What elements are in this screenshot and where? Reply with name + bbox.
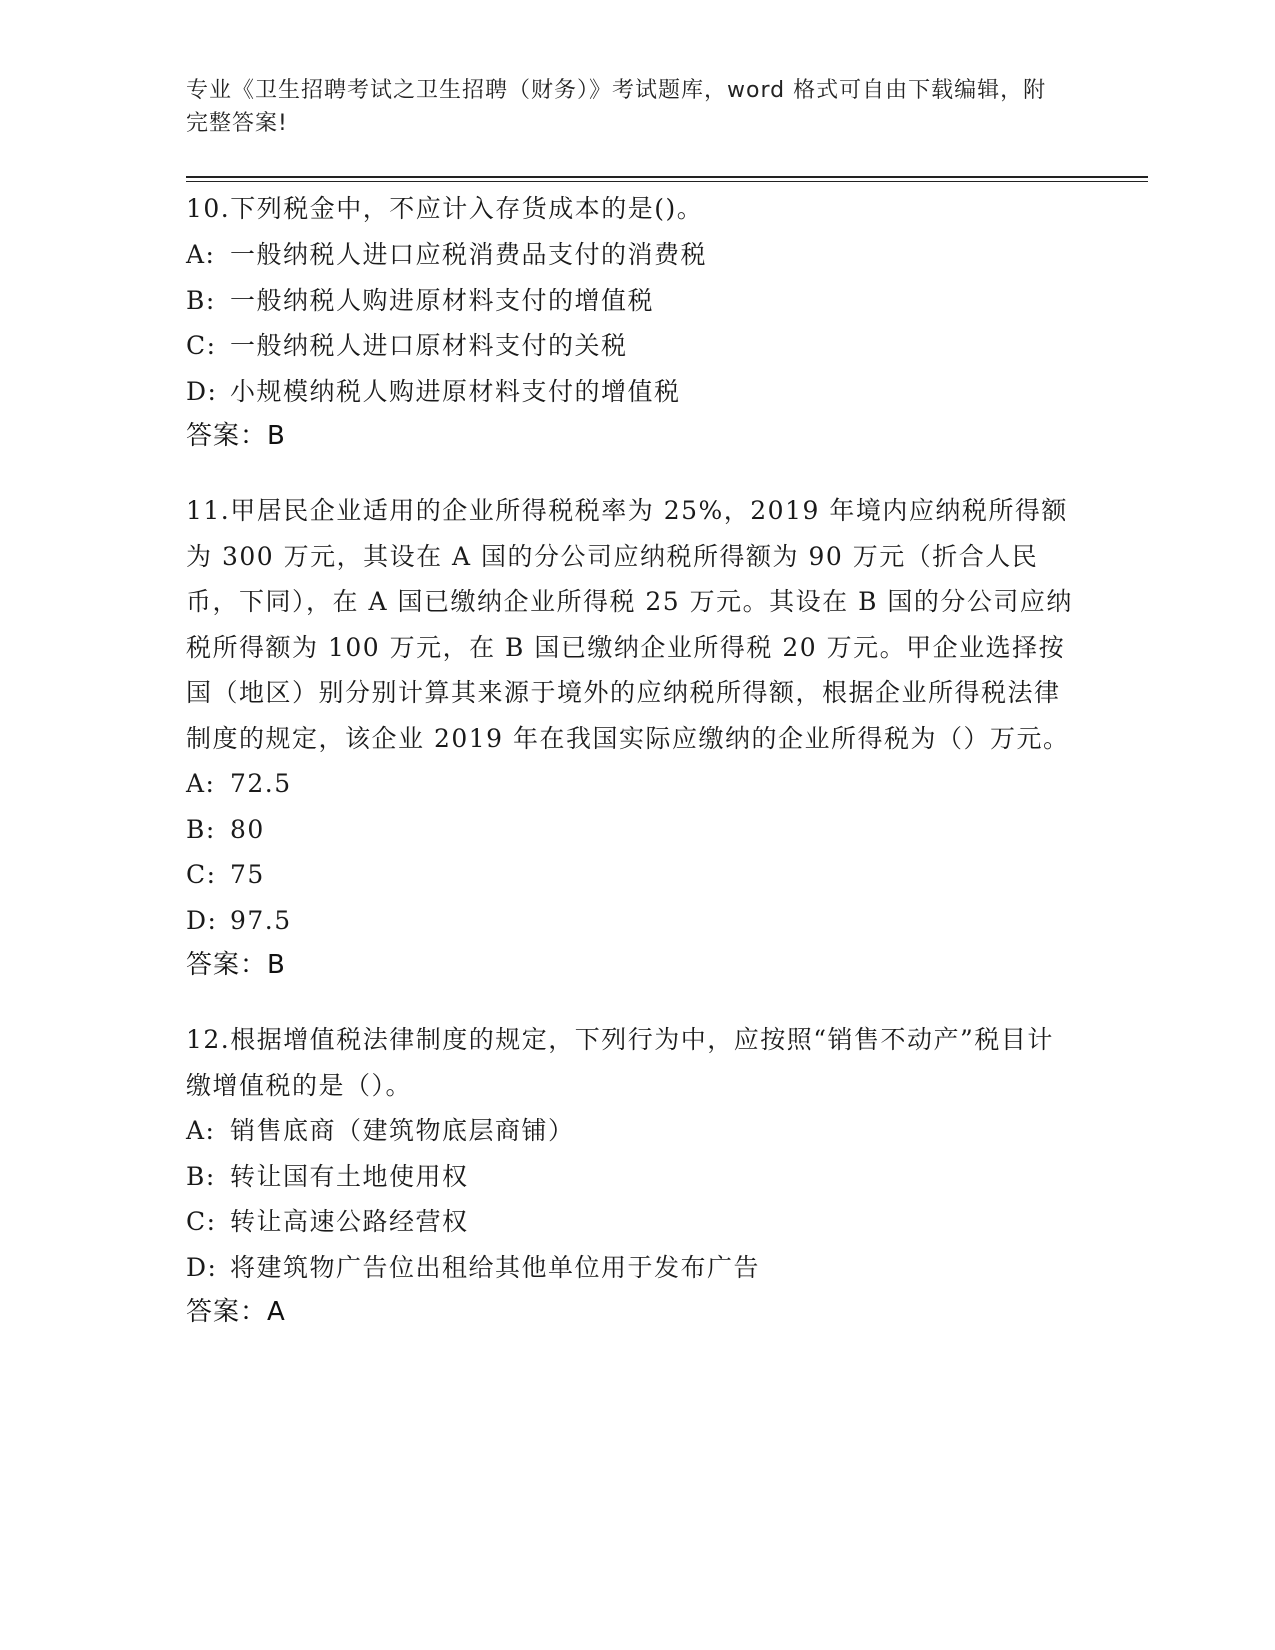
- option-d: [186, 369, 1076, 415]
- option-b: [186, 1154, 1076, 1200]
- question-stem: 10.下列税金中，不应计入存货成本的是()。: [186, 194, 704, 223]
- question-10: [186, 186, 1076, 458]
- option-text: 将建筑物广告位出租给其他单位用于发布广告: [230, 1252, 761, 1282]
- option-text: 72.5: [230, 769, 292, 798]
- option-key: A:: [186, 1116, 216, 1145]
- option-text: 80: [230, 814, 265, 844]
- option-text: 一般纳税人进口原材料支付的关税: [230, 331, 628, 360]
- option-key: D:: [186, 376, 218, 406]
- answer-line: 答案：B: [186, 421, 286, 451]
- option-key: A:: [186, 240, 216, 269]
- header-divider-thin: [186, 181, 1148, 182]
- option-text: 小规模纳税人购进原材料支付的增值税: [230, 376, 681, 406]
- option-a: [186, 1108, 1076, 1154]
- option-key: B:: [186, 285, 216, 315]
- question-list: [186, 186, 1076, 1364]
- option-b: [186, 278, 1076, 324]
- option-text: 一般纳税人购进原材料支付的增值税: [230, 285, 655, 315]
- question-12: [186, 1017, 1076, 1334]
- option-text: 转让高速公路经营权: [230, 1207, 469, 1236]
- option-c: [186, 1199, 1076, 1245]
- option-b: [186, 807, 1076, 853]
- option-key: C:: [186, 331, 217, 360]
- option-key: A:: [186, 769, 216, 798]
- option-text: 一般纳税人进口应税消费品支付的消费税: [230, 240, 708, 269]
- document-header: 专业《卫生招聘考试之卫生招聘（财务）》考试题库，word 格式可自由下载编辑，附完整答案!: [186, 78, 1047, 136]
- option-text: 转让国有土地使用权: [230, 1161, 469, 1191]
- question-11: [186, 488, 1076, 987]
- option-key: C:: [186, 860, 217, 889]
- answer-line: 答案：A: [186, 1297, 286, 1327]
- option-key: D:: [186, 1252, 218, 1282]
- option-d: [186, 1245, 1076, 1291]
- option-c: [186, 323, 1076, 369]
- answer-line: 答案：B: [186, 950, 286, 980]
- option-text: 97.5: [230, 905, 292, 935]
- question-stem: 12.根据增值税法律制度的规定，下列行为中，应按照“销售不动产”税目计缴增值税的是（）。: [186, 1025, 1054, 1100]
- option-text: 销售底商（建筑物底层商铺）: [230, 1116, 575, 1145]
- option-text: 75: [230, 860, 265, 889]
- option-d: [186, 898, 1076, 944]
- option-key: D:: [186, 905, 218, 935]
- option-a: [186, 232, 1076, 278]
- header-divider-thick: [186, 176, 1148, 178]
- option-key: B:: [186, 814, 216, 844]
- option-a: [186, 761, 1076, 807]
- option-key: C:: [186, 1207, 217, 1236]
- option-key: B:: [186, 1161, 216, 1191]
- option-c: [186, 852, 1076, 898]
- question-stem: 11.甲居民企业适用的企业所得税税率为 25%，2019 年境内应纳税所得额为 300 万元，其设在 A 国的分公司应纳税所得额为 90 万元（折合人民币，下同），在 A 国已缴纳企业所得税 25 万元。其设在 B 国的分公司应纳税所得额为 100 万元，在 B 国已缴纳企业所得税 20 万元。甲企业选择按国（地区）别分别计算其来源于境外的应纳税所得额，根据企业所得税法律制度的规定，该企业 2019 年在我国实际应缴纳的企业所得税为（）万元。: [186, 496, 1073, 753]
